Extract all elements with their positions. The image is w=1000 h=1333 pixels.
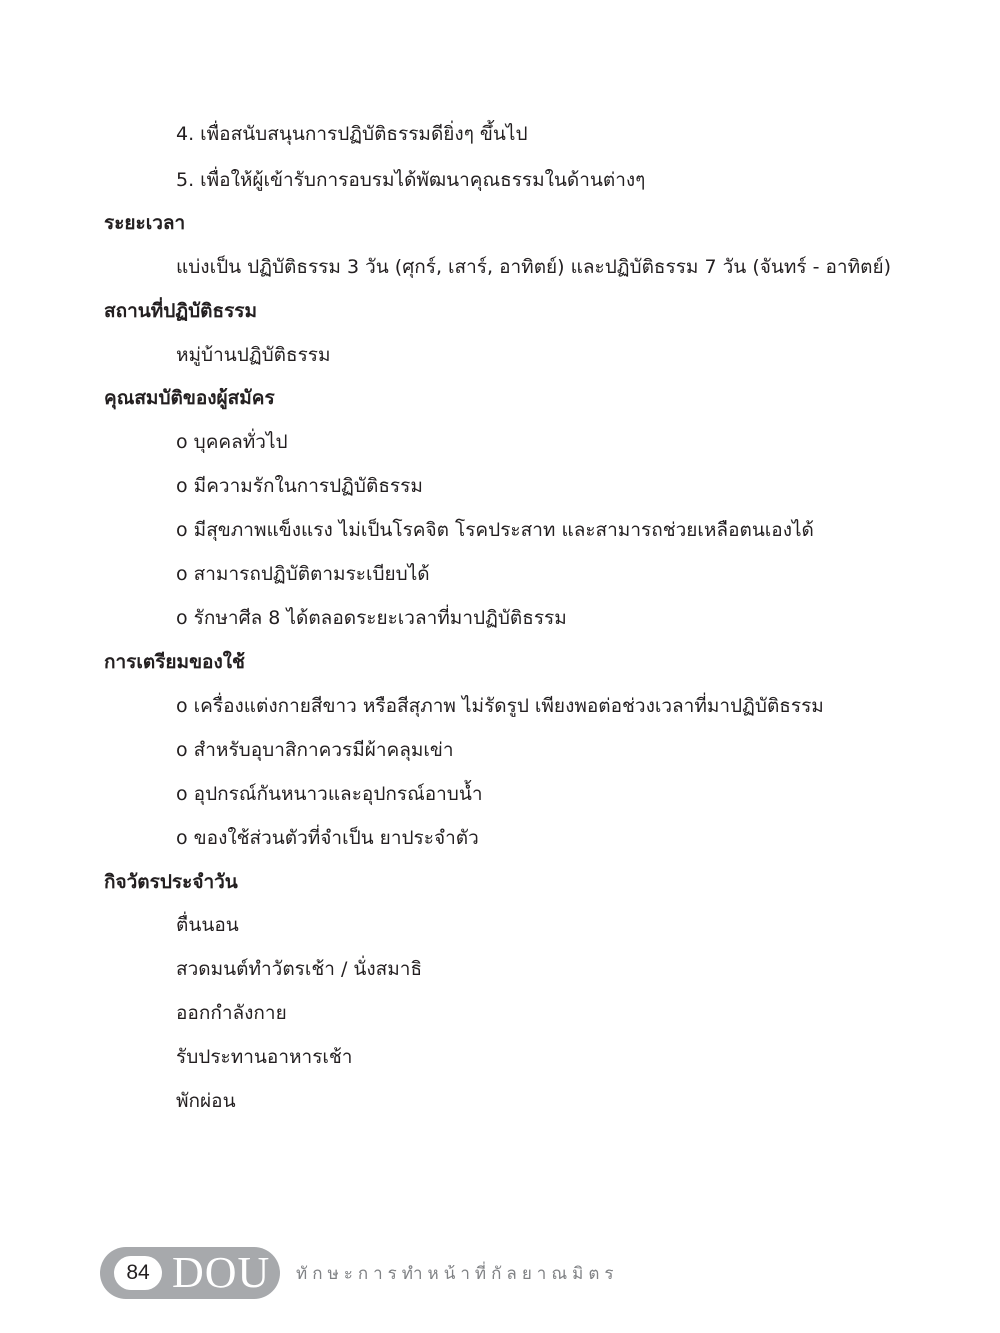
footer-badge [100,1247,280,1299]
location-text: หมู่บ้านปฏิบัติธรรม [176,344,331,366]
qualification-item: o สามารถปฏิบัติตามระเบียบได้ [176,563,430,585]
objective-item-5: 5. เพื่อให้ผู้เข้ารับการอบรมได้พัฒนาคุณธรรมในด้านต่างๆ [176,169,646,191]
preparation-item: o เครื่องแต่งกายสีขาว หรือสีสุภาพ ไม่รัดรูป เพียงพอต่อช่วงเวลาที่มาปฏิบัติธรรม [176,695,824,717]
preparation-item: o สำหรับอุบาสิกาควรมีผ้าคลุมเข่า [176,739,454,761]
objective-item-4: 4. เพื่อสนับสนุนการปฏิบัติธรรมดียิ่งๆ ขึ้นไป [176,123,528,145]
duration-heading: ระยะเวลา [104,212,186,234]
preparation-item: o อุปกรณ์กันหนาวและอุปกรณ์อาบน้ำ [176,783,483,805]
preparation-item: o ของใช้ส่วนตัวที่จำเป็น ยาประจำตัว [176,827,479,849]
routine-heading: กิจวัตรประจำวัน [104,871,238,893]
page-number: 84 [114,1256,162,1290]
dou-logo: DOU [172,1248,271,1297]
qualification-item: o มีสุขภาพแข็งแรง ไม่เป็นโรคจิต โรคประสาท และสามารถช่วยเหลือตนเองได้ [176,519,814,541]
routine-item: ตื่นนอน [176,914,239,936]
qualifications-heading: คุณสมบัติของผู้สมัคร [104,387,275,409]
routine-item: พักผ่อน [176,1090,236,1112]
qualification-item: o รักษาศีล 8 ได้ตลอดระยะเวลาที่มาปฏิบัติธรรม [176,607,567,629]
preparation-heading: การเตรียมของใช้ [104,651,245,673]
qualification-item: o บุคคลทั่วไป [176,431,288,453]
location-heading: สถานที่ปฏิบัติธรรม [104,300,258,322]
duration-text: แบ่งเป็น ปฏิบัติธรรม 3 วัน (ศุกร์, เสาร์, อาทิตย์) และปฏิบัติธรรม 7 วัน (จันทร์ - อาทิตย์) [176,256,892,278]
routine-item: ออกกำลังกาย [176,1002,287,1024]
routine-item: รับประทานอาหารเช้า [176,1046,353,1068]
routine-item: สวดมนต์ทำวัตรเช้า / นั่งสมาธิ [176,958,423,980]
book-title: ทักษะการทำหน้าที่กัลยาณมิตร [296,1264,619,1284]
qualification-item: o มีความรักในการปฏิบัติธรรม [176,475,423,497]
